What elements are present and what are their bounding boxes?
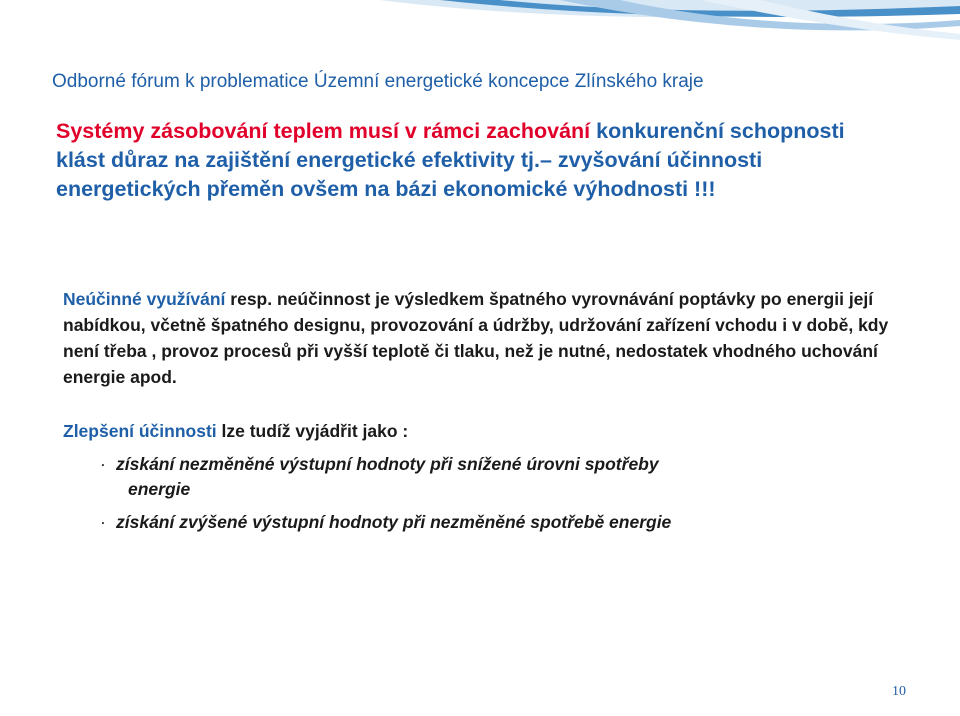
improvement-keyword: Zlepšení účinnosti	[63, 421, 217, 441]
page-number: 10	[892, 684, 906, 699]
definition-paragraph	[63, 286, 893, 390]
page-header-title: Odborné fórum k problematice Územní energetické koncepce Zlínského kraje	[52, 71, 704, 92]
statement-rest: konkurenční schopnosti klást důraz na zajištění energetické efektivity tj.– zvyšování účinnosti energetických přeměn ovšem na bázi ekonomické výhodnosti !!!	[56, 119, 845, 201]
improvement-line	[63, 421, 408, 442]
definition-keyword: Neúčinné využívání	[63, 289, 226, 309]
bullet-marker: ·	[100, 454, 106, 474]
definition-text: resp. neúčinnost je výsledkem špatného vyrovnávání poptávky po energii její nabídkou, včetně špatného designu, provozování a údržby, udržování zařízení vchodu i v době, kdy není třeba , provoz procesů při vyšší teplotě či tlaku, než je nutné, nedostatek vhodného uchování energie apod.	[63, 289, 889, 387]
statement-lead: Systémy zásobování teplem musí v rámci zachování	[56, 119, 591, 143]
main-statement	[56, 117, 856, 204]
header-decoration-swoosh	[0, 0, 960, 60]
improvement-text: lze tudíž vyjádřit jako :	[216, 421, 409, 441]
list-item	[100, 510, 880, 535]
list-item-line2: energie	[128, 479, 191, 499]
bullet-marker: ·	[100, 512, 106, 532]
list-item	[100, 452, 880, 502]
improvement-list	[100, 452, 880, 543]
list-item-line1: získání nezměněné výstupní hodnoty při snížené úrovni spotřeby	[116, 454, 659, 474]
list-item-text: získání zvýšené výstupní hodnoty při nezměněné spotřebě energie	[116, 512, 672, 532]
